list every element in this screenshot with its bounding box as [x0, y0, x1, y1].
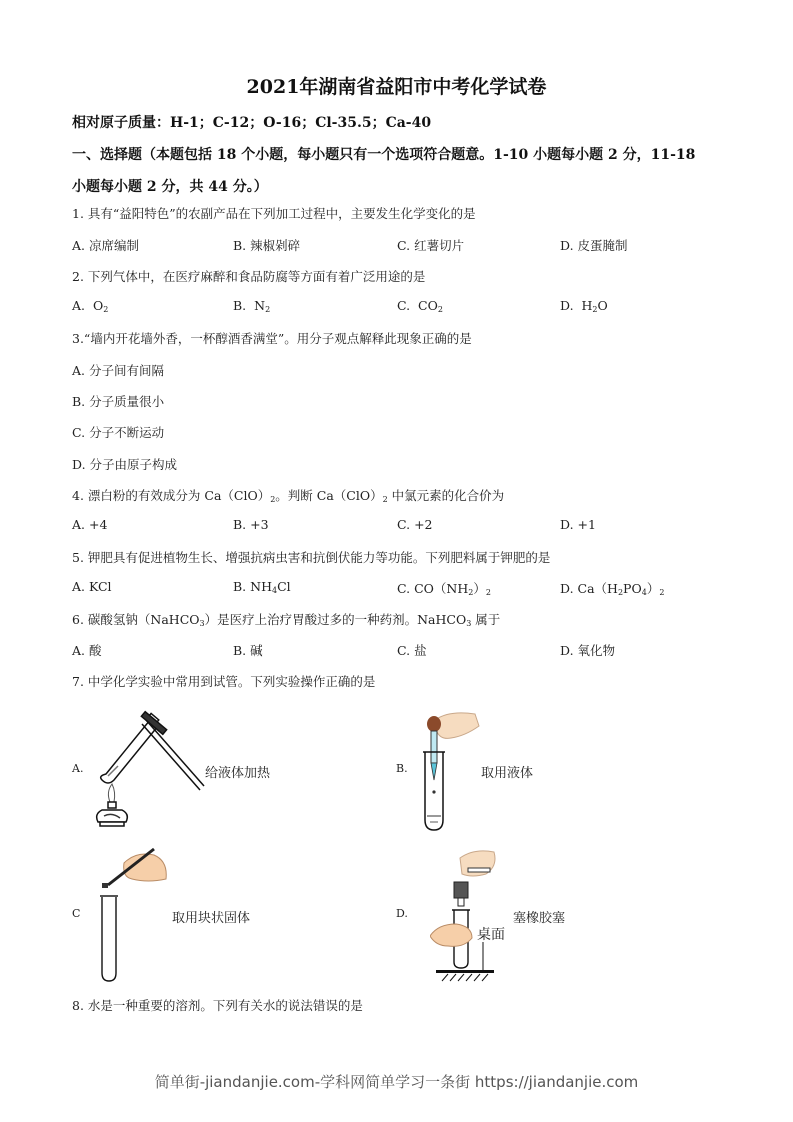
subscript: 2	[382, 495, 388, 504]
formula: A. KCl	[72, 579, 112, 594]
subscript: 3	[466, 619, 472, 628]
subscript: 2	[468, 588, 474, 597]
option-a: A. 酸	[72, 643, 102, 658]
option-letter: B.	[233, 298, 247, 313]
stem-text: ）是医疗上治疗胃酸过多的一种药剂。NaHCO	[204, 612, 467, 627]
option-c-letter: C	[72, 907, 81, 920]
formula-tail: O	[597, 298, 608, 313]
stem-text: 6. 碳酸氢钠（NaHCO	[72, 612, 200, 627]
formula: H	[581, 298, 593, 313]
subscript: 2	[617, 588, 624, 597]
desk-surface-label: 桌面	[477, 927, 505, 943]
option-d-letter: D.	[396, 907, 408, 920]
section-heading-line2: 小题每小题 2 分，共 44 分。）	[72, 179, 268, 195]
option-b: B. 辣椒剁碎	[233, 238, 301, 253]
formula: CO	[418, 298, 438, 313]
option-d: D. +1	[560, 517, 596, 532]
formula: ）	[646, 581, 660, 596]
stem-text: 中氯元素的化合价为	[387, 488, 505, 503]
stem-text: 。判断 Ca（ClO）	[275, 488, 383, 503]
option-a-caption: 给液体加热	[205, 766, 271, 781]
option-c: C. 分子不断运动	[72, 425, 165, 440]
option-a-letter: A.	[72, 762, 84, 775]
question-stem: 8. 水是一种重要的溶剂。下列有关水的说法错误的是	[72, 998, 363, 1013]
option-letter: A.	[72, 298, 86, 313]
subscript: 4	[271, 586, 278, 595]
subscript: 2	[437, 305, 443, 314]
option-d: D. 分子由原子构成	[72, 457, 178, 472]
subscript: 2	[659, 588, 665, 597]
question-stem: 5. 钾肥具有促进植物生长、增强抗病虫害和抗倒伏能力等功能。下列肥料属于钾肥的是	[72, 550, 551, 565]
option-c-caption: 取用块状固体	[172, 911, 251, 926]
subscript: 2	[270, 495, 276, 504]
rubber-stopper-figure	[430, 848, 520, 983]
option-c	[397, 298, 443, 314]
page-title: 2021年湖南省益阳市中考化学试卷	[246, 76, 547, 98]
option-a: A. 凉席编制	[72, 238, 139, 253]
stem-text: 属于	[471, 612, 501, 627]
formula: ）	[473, 581, 486, 596]
subscript: 2	[485, 588, 491, 597]
formula: PO	[623, 581, 642, 596]
formula: B. NH	[233, 579, 272, 594]
option-d: D. 氧化物	[560, 643, 616, 658]
option-d: D. 皮蛋腌制	[560, 238, 628, 253]
dropper-liquid-figure	[415, 708, 485, 834]
option-d	[560, 579, 664, 597]
formula: D. Ca（H	[560, 581, 618, 596]
option-a	[72, 579, 112, 594]
option-letter: C.	[397, 298, 411, 313]
formula: N	[254, 298, 266, 313]
formula: C. CO（NH	[397, 581, 469, 596]
option-a	[72, 298, 108, 314]
option-letter: D.	[560, 298, 574, 313]
option-d-caption: 塞橡胶塞	[513, 911, 566, 926]
option-b: B. 碱	[233, 643, 263, 658]
subscript: 4	[641, 588, 647, 597]
option-b	[233, 579, 291, 595]
footer-watermark: 简单街-jiandanjie.com-学科网简单学习一条街 https://jiandanjie.com	[154, 1073, 639, 1091]
section-heading-line1: 一、选择题（本题包括 18 个小题，每小题只有一个选项符合题意。1-10 小题每小题 2 分，11-18	[72, 147, 696, 163]
question-stem: 2. 下列气体中，在医疗麻醉和食品防腐等方面有着广泛用途的是	[72, 269, 426, 284]
option-c: C. +2	[397, 517, 433, 532]
atomic-masses: 相对原子质量：H-1；C-12；O-16；Cl-35.5；Ca-40	[72, 115, 432, 131]
option-d	[560, 298, 608, 314]
option-b	[233, 298, 270, 314]
option-a: A. +4	[72, 517, 108, 532]
subscript: 3	[199, 619, 205, 628]
subscript: 2	[265, 305, 271, 314]
option-b: B. +3	[233, 517, 269, 532]
option-b-letter: B.	[396, 762, 408, 775]
option-a: A. 分子间有间隔	[72, 363, 164, 378]
solid-tweezers-figure	[92, 845, 172, 985]
subscript: 2	[103, 305, 109, 314]
question-stem	[72, 486, 504, 504]
subscript: 2	[592, 305, 598, 314]
option-c: C. 红薯切片	[397, 238, 465, 253]
question-stem: 3.“墙内开花墙外香，一杯醇酒香满堂”。用分子观点解释此现象正确的是	[72, 331, 472, 346]
question-stem: 7. 中学化学实验中常用到试管。下列实验操作正确的是	[72, 674, 376, 689]
heating-liquid-figure	[88, 710, 208, 830]
question-stem: 1. 具有“益阳特色”的农副产品在下列加工过程中，主要发生化学变化的是	[72, 206, 476, 221]
formula: Cl	[277, 579, 291, 594]
stem-text: 4. 漂白粉的有效成分为 Ca（ClO）	[72, 488, 271, 503]
formula: O	[92, 298, 104, 313]
option-c: C. 盐	[397, 643, 427, 658]
option-b: B. 分子质量很小	[72, 394, 165, 409]
option-c	[397, 579, 491, 597]
question-stem	[72, 610, 500, 628]
option-b-caption: 取用液体	[481, 766, 534, 781]
